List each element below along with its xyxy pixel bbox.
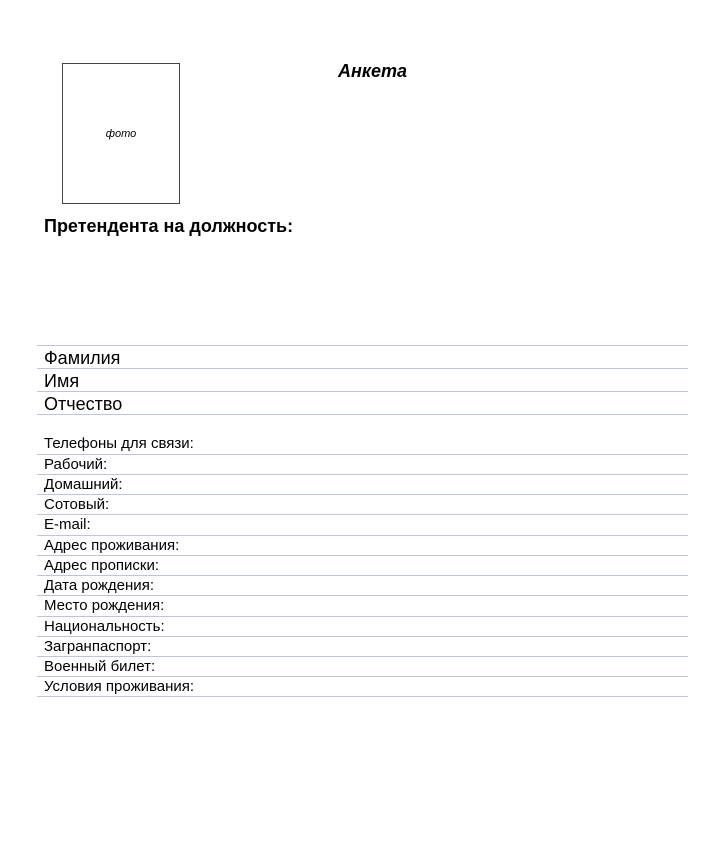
field-registration-address: Адрес прописки: <box>44 557 160 574</box>
rule-line <box>37 454 688 455</box>
field-nationality: Национальность: <box>44 618 165 635</box>
rule-line <box>37 575 688 576</box>
field-patronymic: Отчество <box>44 394 123 414</box>
rule-line <box>37 535 688 536</box>
rule-line <box>37 676 688 677</box>
rule-line <box>37 595 688 596</box>
field-living-conditions: Условия проживания: <box>44 678 195 695</box>
field-foreign-passport: Загранпаспорт: <box>44 638 152 655</box>
field-residence-address: Адрес проживания: <box>44 537 180 554</box>
rule-line <box>37 414 688 415</box>
field-military-id: Военный билет: <box>44 658 156 675</box>
rule-line <box>37 368 688 369</box>
rule-line <box>37 656 688 657</box>
field-birth-place: Место рождения: <box>44 597 165 614</box>
field-last-name: Фамилия <box>44 348 121 368</box>
photo-label: фото <box>105 128 137 140</box>
photo-placeholder <box>62 63 180 204</box>
rule-line <box>37 555 688 556</box>
field-home-phone: Домашний: <box>44 476 123 493</box>
form-title: Анкета <box>338 61 408 81</box>
rule-line <box>37 391 688 392</box>
rule-line <box>37 616 688 617</box>
rule-line <box>37 345 688 346</box>
rule-line <box>37 636 688 637</box>
field-first-name: Имя <box>44 371 80 391</box>
field-mobile-phone: Сотовый: <box>44 496 110 513</box>
field-work-phone: Рабочий: <box>44 456 108 473</box>
rule-line <box>37 494 688 495</box>
rule-line <box>37 474 688 475</box>
field-birth-date: Дата рождения: <box>44 577 154 594</box>
field-email: E-mail: <box>44 516 91 533</box>
field-phones-heading: Телефоны для связи: <box>44 435 194 452</box>
rule-line <box>37 514 688 515</box>
position-heading: Претендента на должность: <box>44 216 294 236</box>
rule-line <box>37 696 688 697</box>
